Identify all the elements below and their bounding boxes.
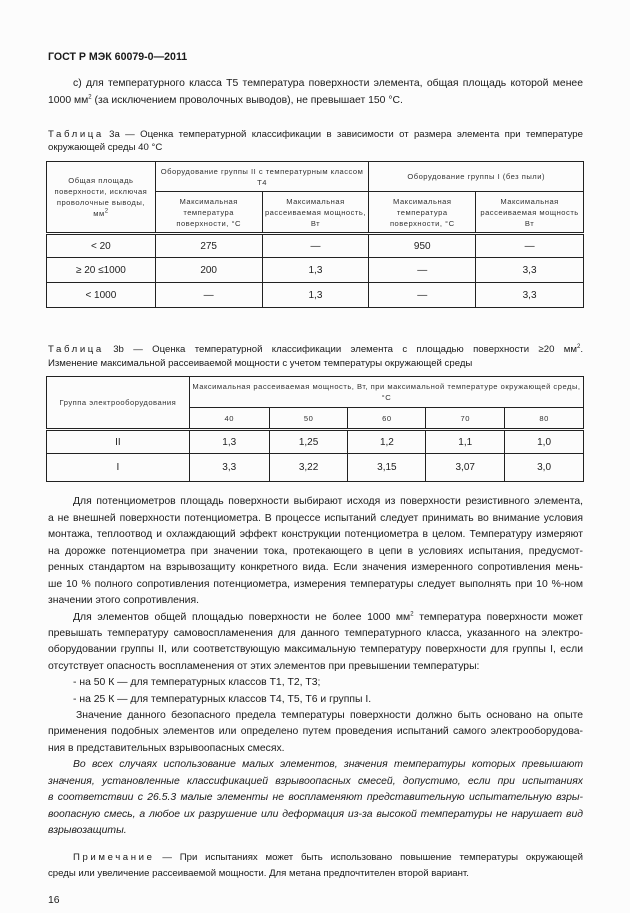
intro-line [48,94,583,107]
table-row [47,454,584,482]
col-header-group: Группа электрооборудования [47,377,190,430]
cell: 1,3 [262,258,369,283]
text: Для элементов общей площадью поверхности не более 1000 мм [73,612,411,623]
body-line: ния в представительных взрывоопасных смесях. [48,743,285,754]
cell: — [369,258,476,283]
cell: 3,22 [269,454,348,482]
cell: 3,3 [189,454,269,482]
superscript: 2 [576,343,581,350]
col-header: 40 [189,408,269,430]
col-group-header: Оборудование группы II с температурным классом Т4 [155,162,369,192]
body-line: применения подобных элементов или определено путем проведения испытаний самого электрооборудова- [48,726,583,737]
note [73,851,583,864]
document-header: ГОСТ Р МЭК 60079-0—2011 [48,51,188,63]
table-row [47,283,584,308]
col-header: 70 [426,408,505,430]
cell: — [262,234,369,258]
col-group-header: Максимальная рассеиваемая мощность, Вт, при максимальной температуре окружающей среды, °С [189,377,583,408]
body-line: Для потенциометров площадь поверхности выбирают исходя из поверхности резистивного элемента, [73,496,583,507]
cell: 3,0 [505,454,584,482]
col-header: 80 [505,408,584,430]
cell: 1,1 [426,430,505,454]
cell: 1,3 [262,283,369,308]
body-line: значения, установленные классификацией взрывоопасных смесей, допустимо, если при испытаниях [48,776,583,787]
col-header: 50 [269,408,348,430]
cell: — [369,283,476,308]
cell: 1,3 [189,430,269,454]
list-item: - на 25 К — для температурных классов Т4, Т5, Т6 и группы I. [73,694,372,705]
cell: 3,15 [348,454,426,482]
text: 1000 мм [48,95,89,106]
col-header: 60 [348,408,426,430]
cell: ≥ 20 ≤1000 [47,258,156,283]
cell: < 20 [47,234,156,258]
col-header: Максимальная рассеиваемая мощность, Вт [262,192,369,234]
text: (за исключением проволочных выводов), не превышает 150 °С. [91,95,403,106]
superscript: 2 [104,208,109,215]
superscript: 2 [88,94,92,101]
superscript: 2 [410,611,414,618]
body-line: ренных стандартом на взрывозащиту конкретного вида. Если значения измеренного сопротивления мень- [48,562,583,573]
table-3a [46,161,584,308]
cell: 1,25 [269,430,348,454]
table-row [47,430,584,454]
body-line: монтажа, теплоотвод и охлаждающий эффект конструкции потенциометра в целом. Температуру измеряют [48,529,583,540]
cell: I [47,454,190,482]
caption-label: Таблица [48,129,104,140]
note-cont: среды или увеличение рассеиваемой мощности. Для метана предпочтителен второй вариант. [48,868,469,879]
intro-line: c) для температурного класса Т5 температура поверхности элемента, общая площадь которой менее [73,78,583,89]
cell: 1,2 [348,430,426,454]
body-line: воопасную смесь, а любое их разрушение или деформация из-за высокой температуры не нарушает вид [48,809,583,820]
text: температура поверхности может [413,612,583,623]
cell: 1,0 [505,430,584,454]
caption-text: . [580,344,583,355]
body-line: на дорожке потенциометра при значении тока, протекающего в цепи в условиях испытания, предусмот- [48,546,583,557]
body-line: превышать температуру самовоспламенения для данного температурного класса, указанного на электро- [48,628,583,639]
table-3b [46,376,584,482]
body-line: взрывозащиты. [48,825,127,836]
note-label: Примечание [73,852,155,863]
cell: 3,07 [426,454,505,482]
caption-text: 3b — Оценка температурной классификации элемента с площадью поверхности ≥20 мм [113,344,577,355]
list-item: - на 50 К — для температурных классов Т1, Т2, Т3; [73,677,321,688]
cell: II [47,430,190,454]
col-group-header: Оборудование группы I (без пыли) [369,162,584,192]
table-3b-caption-cont: Изменение максимальной рассеиваемой мощности с учетом температуры окружающей среды [48,358,473,369]
body-line: Во всех случаях использование малых элементов, значения температуры которых превышают [73,759,583,770]
body-line: Значение данного безопасного предела температуры поверхности должно быть основано на опыте [76,710,583,721]
cell: < 1000 [47,283,156,308]
cell: 200 [155,258,262,283]
body-line: значении этого сопротивления. [48,595,199,606]
cell: — [155,283,262,308]
cell: 3,3 [476,258,584,283]
body-line: ше 10 % полного сопротивления потенциометра, измерения температуры следует выполнять при 10 %-ном [48,579,583,590]
body-line: а не внешней поверхности потенциометра. В процессе испытаний следует принимать во внимание условия [48,513,583,524]
col-header-area [47,162,156,234]
table-row [47,234,584,258]
body-line: в соответствии с 26.5.3 малые элементы не воспламеняют представительную испытательную взры- [48,792,583,803]
col-header: Максимальная температура поверхности, °С [369,192,476,234]
table-3b-caption [48,343,583,356]
page-number: 16 [48,895,60,906]
col-header: Максимальная температура поверхности, °С [155,192,262,234]
cell: 950 [369,234,476,258]
caption-label: Таблица [48,344,104,355]
note-text: — При испытаниях может быть использовано повышение температуры окружающей [162,852,583,863]
cell: 275 [155,234,262,258]
body-line: отсутствует опасность воспламенения от этих элементов при превышении температуры: [48,661,480,672]
table-3a-caption [48,128,583,141]
table-row [47,258,584,283]
body-line: оборудовании группы II, или соответствующую максимальную температуру поверхности для группы I, если [48,644,583,655]
cell: — [476,234,584,258]
cell: 3,3 [476,283,584,308]
caption-text: 3a — Оценка температурной классификации в зависимости от размера элемента при температуре [109,129,583,140]
body-line [73,611,583,624]
text: Общая площадь поверхности, исключая проволочные выводы, мм [54,176,148,218]
col-header: Максимальная рассеиваемая мощность Вт [476,192,584,234]
table-3a-caption-cont: окружающей среды 40 °С [48,142,163,153]
